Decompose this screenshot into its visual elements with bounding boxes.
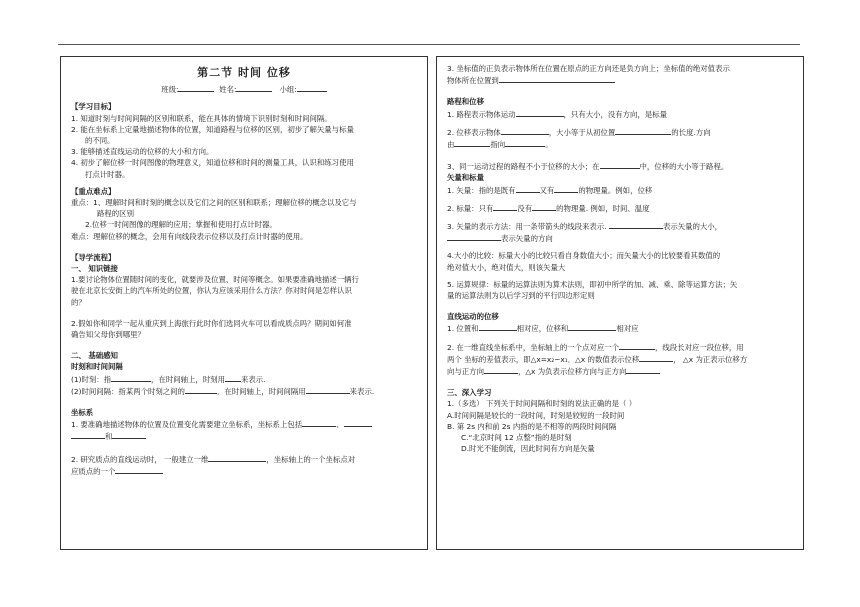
- key-line: 2.位移一时间图像的理解的应用；掌握和使用打点计时器。: [85, 220, 277, 230]
- blank-field[interactable]: [479, 322, 517, 331]
- path-line-2b: 由 指向 。: [447, 140, 553, 150]
- vector-line-3: 3. 矢量的表示方法：用一条带箭头的线段来表示. 表示矢量的大小，: [447, 222, 723, 232]
- line-motion-2: 2. 在一维直线坐标系中，坐标轴上的一个点对应一个 ，线段长对应一段位移，用: [447, 342, 744, 352]
- right-page: [436, 56, 804, 550]
- path-line-3: 3、同一运动过程的路程不小于位移的大小；在 中，位移的大小等于路程。: [447, 162, 729, 172]
- coord-heading: 坐标系: [71, 408, 94, 418]
- time-heading: 时刻和时间间隔: [71, 362, 123, 372]
- student-info: [71, 83, 417, 95]
- blank-field[interactable]: [111, 373, 151, 382]
- class-label: 班级:: [161, 85, 179, 95]
- section-knowledge-link: 一、 知识链接: [71, 264, 118, 274]
- blank-field[interactable]: [115, 465, 163, 474]
- question-line: 的？: [71, 297, 86, 307]
- name-label: 姓名:: [219, 85, 237, 95]
- goal-line: 1. 知道时刻与时间间隔的区别和联系，能在具体的情境下识别时刻和时间间隔。: [71, 113, 332, 123]
- vector-line-5b: 量的运算法则为以后学习到的平行四边形定则: [447, 291, 595, 301]
- blank-field[interactable]: [306, 385, 350, 394]
- goal-line: 2. 能在坐标系上定量地描述物体的位置，知道路程与位移的区别，初步了解矢量与标量: [71, 124, 354, 134]
- coord-line-2: 2. 研究质点的直线运动时， 一般建立一维 ，坐标轴上的一个坐标点对: [71, 454, 356, 464]
- class-field[interactable]: [178, 83, 214, 92]
- flow-heading: 【导学流程】: [71, 252, 116, 262]
- key-heading: 【重点难点】: [71, 186, 116, 196]
- section-deep: 三、深入学习: [447, 388, 492, 398]
- blank-field[interactable]: [516, 108, 564, 117]
- question-line: 2.假如你和同学一起从重庆到上海旅行此时你们选同火车可以看成质点吗？期间如何准: [71, 318, 352, 328]
- blank-field[interactable]: [609, 220, 663, 229]
- blank-field[interactable]: [344, 418, 372, 427]
- path-line-2: 2. 位移表示物体 ，大小等于从初位置 的长度.方向: [447, 127, 711, 137]
- header-rule: [58, 44, 800, 45]
- question-line: 驶在北京长安街上的汽车所处的位置，你认为应该采用什么方法？你对时间是怎样认识: [71, 286, 352, 296]
- path-heading: 路程和位移: [447, 97, 484, 107]
- time-line-2: (2)时间间隔：指某两个时刻之间的 ．在时间轴上，时间间隔用 来表示.: [71, 386, 375, 396]
- exercise-option-a: A.时间间隔是较长的一段时间，时刻是较短的一段时间: [447, 410, 625, 420]
- goal-line: 打点计时器。: [85, 169, 130, 179]
- line-motion-heading: 直线运动的位移: [447, 312, 499, 322]
- blank-field[interactable]: [302, 418, 336, 427]
- coord-line-3b: 物体所在位置到: [447, 74, 793, 86]
- blank-field[interactable]: [71, 430, 105, 439]
- blank-field[interactable]: [626, 365, 660, 374]
- vector-line-1: 1. 矢量：指的是既有 又有 的物理量。例如，位移: [447, 185, 653, 195]
- question-line: 确告知父母你到哪里？: [71, 330, 145, 340]
- blank-field[interactable]: [554, 184, 578, 193]
- blank-field[interactable]: [568, 322, 616, 331]
- blank-field[interactable]: [532, 202, 556, 211]
- key-line: 路程的区别: [97, 209, 134, 219]
- vector-line-5: 5. 运算规律：标量的运算法则为算术法则，即初中所学的加、减、乘、除等运算方法；矢: [447, 279, 738, 289]
- coord-line-3: 3. 坐标值的正负表示物体所在位置在原点的正方向还是负方向上；坐标值的绝对值表示: [447, 64, 730, 73]
- vector-line-2: 2. 标量：只有 没有 的物理量. 例如，时间、温度: [447, 203, 650, 213]
- line-motion-1: 1. 位置和 相对应，位移和 相对应: [447, 324, 639, 334]
- exercise-option-b: B. 第 2s 内和前 2s 内指的是不相等的两段时间间隔: [447, 421, 617, 431]
- question-line: 1.要讨论物体位置随时间的变化，就要涉及位置、时间等概念。如果要准确地描述一辆行: [71, 275, 359, 285]
- key-line: 重点：1、理解时间和时刻的概念以及它们之间的区别和联系；理解位移的概念以及它与: [71, 198, 357, 208]
- blank-field[interactable]: [112, 430, 146, 439]
- key-line: 难点：理解位移的概念，会用有向线段表示位移以及打点计时器的使用。: [71, 231, 308, 241]
- blank-field[interactable]: [493, 202, 517, 211]
- exercise-option-c: C.“北京时间 12 点整”指的是时刻: [461, 433, 572, 443]
- vector-line-4b: 绝对值大小，绝对值大，则该矢量大: [447, 262, 566, 272]
- coord-line-1: 1. 要准确地描述物体的位置及位置变化需要建立坐标系，坐标系上包括 、: [71, 418, 417, 430]
- blank-field[interactable]: [185, 385, 217, 394]
- blank-field[interactable]: [499, 74, 615, 83]
- blank-field[interactable]: [501, 126, 549, 135]
- left-page: [60, 56, 428, 550]
- blank-field[interactable]: [505, 138, 545, 147]
- page-title: 第二节 时间 位移: [197, 66, 291, 79]
- goal-line: 的不同。: [85, 136, 115, 146]
- exercise-option-d: D.时光不能倒流，因此时间有方向是矢量: [461, 444, 595, 454]
- blank-field[interactable]: [447, 232, 501, 241]
- vector-line-4: 4.大小的比较：标量大小的比较只看自身数值大小；而矢量大小的比较要看其数值的: [447, 251, 721, 261]
- name-field[interactable]: [236, 83, 272, 92]
- blank-field[interactable]: [516, 184, 540, 193]
- blank-field[interactable]: [619, 341, 655, 350]
- blank-field[interactable]: [615, 126, 671, 135]
- goals-heading: 【学习目标】: [71, 102, 116, 112]
- group-field[interactable]: [297, 83, 327, 92]
- blank-field[interactable]: [484, 365, 518, 374]
- line-motion-2b: 两个 坐标的差值表示，即△x=x₂−x₁．△x 的数值表示位移 ， △x 为正表示位移方: [447, 354, 748, 364]
- line-motion-2c: 向与正方向 ，△x 为负表示位移方向与正方向: [447, 365, 793, 377]
- exercise-stem: 1.（多选） 下列关于时间间隔和时刻的说法正确的是（ ）: [447, 399, 637, 409]
- time-line-1: (1)时刻：指 ，在时间轴上，时刻用 来表示.: [71, 374, 266, 384]
- vector-heading: 矢量和标量: [447, 173, 484, 183]
- blank-field[interactable]: [600, 160, 640, 169]
- blank-field[interactable]: [639, 353, 673, 362]
- blank-field[interactable]: [454, 138, 490, 147]
- group-label: 小组:: [279, 85, 297, 95]
- path-line-1: 1. 路程表示物体运动 ，只有大小，没有方向，是标量: [447, 109, 668, 119]
- blank-field[interactable]: [225, 373, 241, 382]
- blank-field[interactable]: [208, 453, 266, 462]
- coord-line-1b: 和: [71, 430, 417, 442]
- vector-line-3b: 表示矢量的方向: [447, 232, 793, 244]
- coord-line-2b: 应质点的一个: [71, 465, 417, 477]
- goal-line: 3. 能够描述直线运动的位移的大小和方向。: [71, 147, 214, 157]
- goal-line: 4. 初步了解位移一时间图像的物理意义，知道位移和时间的测量工具，认识和练习使用: [71, 158, 354, 168]
- section-basic: 二、 基础感知: [71, 351, 118, 361]
